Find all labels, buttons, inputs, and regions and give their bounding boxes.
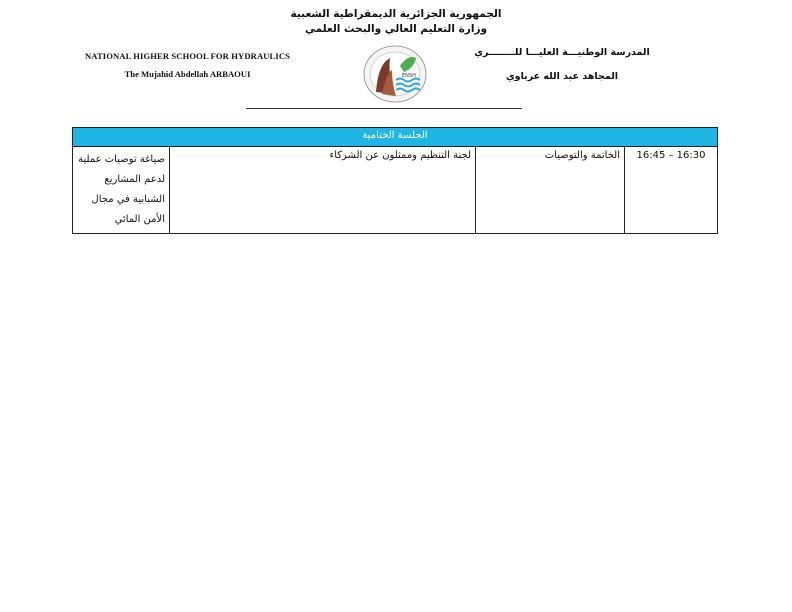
patron-name-ar: المجاهد عبد الله عرباوي bbox=[505, 71, 619, 82]
patron-name-en: The Mujahid Abdellah ARBAOUI bbox=[124, 69, 251, 79]
aim-cell: صياغة توصيات عملية لدعم المشاريع الشبابية في مجال الأمن المائي bbox=[73, 147, 170, 234]
school-logo bbox=[362, 44, 428, 104]
ministry-heading: وزارة التعليم العالي والبحث العلمي bbox=[304, 23, 488, 35]
title-cell: الخاتمة والتوصيات bbox=[476, 147, 625, 234]
schedule-table bbox=[72, 127, 718, 234]
time-cell: 16:45 – 16:30 bbox=[625, 147, 718, 234]
logo-label: ENSH bbox=[402, 73, 416, 79]
organizer-cell: لجنة التنظيم وممثلون عن الشركاء bbox=[170, 147, 476, 234]
table-row bbox=[73, 147, 718, 234]
school-name-ar: المدرسة الوطنيـــة العليـــا للــــــــري bbox=[474, 47, 650, 58]
header-divider bbox=[246, 108, 522, 109]
session-banner: الجلسة الختامية bbox=[73, 128, 718, 147]
republic-heading: الجمهورية الجزائرية الديمقراطية الشعبية bbox=[290, 8, 502, 20]
school-name-en: NATIONAL HIGHER SCHOOL FOR HYDRAULICS bbox=[84, 51, 291, 61]
